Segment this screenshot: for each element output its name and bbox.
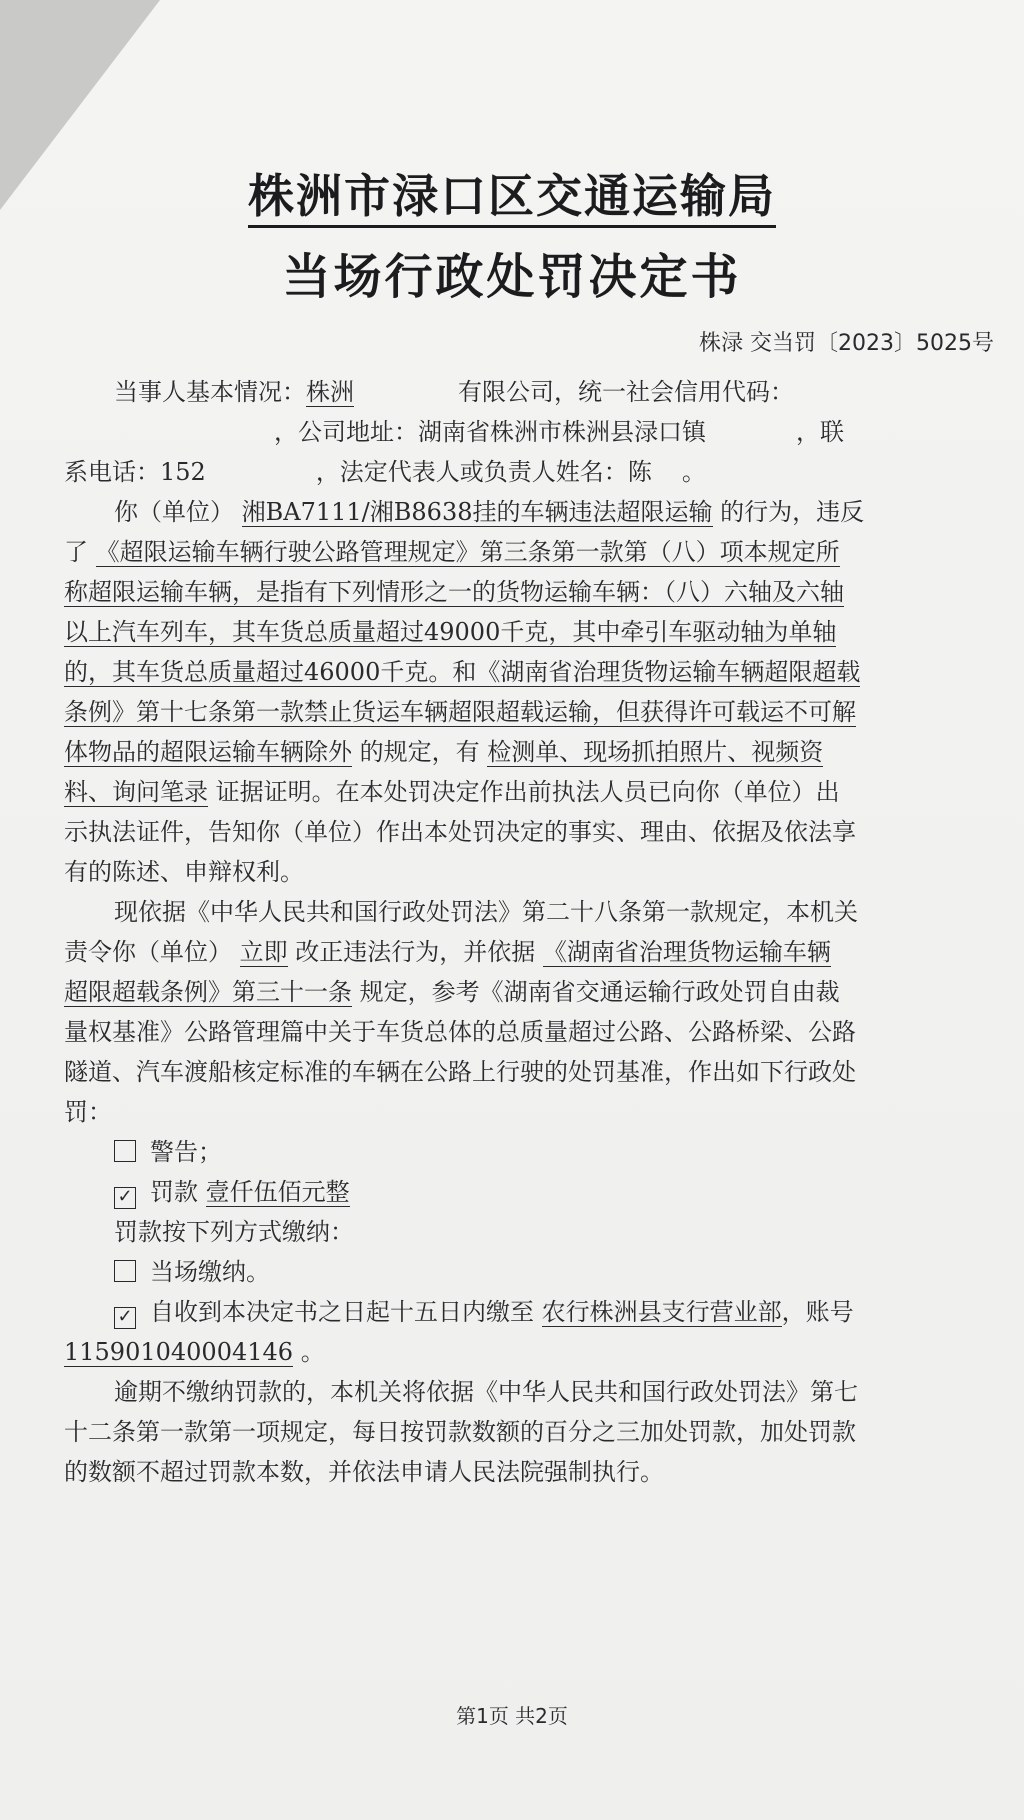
decision-line-2: 责令你（单位） 立即 改正违法行为，并依据 《湖南省治理货物运输车辆 — [64, 938, 831, 966]
violation-line-9: 示执法证件，告知你（单位）作出本处罚决定的事实、理由、依据及依法享 — [64, 818, 856, 846]
violation-line-4: 以上汽车列车，其车货总质量超过49000千克，其中牵引车驱动轴为单轴 — [64, 618, 837, 646]
decision-line-5: 隧道、汽车渡船核定标准的车辆在公路上行驶的处罚基准，作出如下行政处 — [64, 1058, 856, 1086]
decision-line-4: 量权基准》公路管理篇中关于车货总体的总质量超过公路、公路桥梁、公路 — [64, 1018, 856, 1046]
overdue-line-1: 逾期不缴纳罚款的，本机关将依据《中华人民共和国行政处罚法》第七 — [114, 1378, 858, 1406]
document-title: 当场行政处罚决定书 — [282, 249, 742, 305]
overdue-line-2: 十二条第一款第一项规定，每日按罚款数额的百分之三加处罚款，加处罚款 — [64, 1418, 856, 1446]
payment-onsite: 当场缴纳。 — [64, 1252, 994, 1292]
overdue-line-3: 的数额不超过罚款本数，并依法申请人民法院强制执行。 — [64, 1458, 664, 1486]
folded-corner — [0, 0, 160, 210]
document-number: 株渌 交当罚〔2023〕5025号 — [699, 331, 994, 356]
party-line-1: 当事人基本情况：株洲 有限公司，统一社会信用代码： — [114, 378, 794, 406]
payment-title: 罚款按下列方式缴纳： — [114, 1218, 354, 1246]
decision-line-6: 罚： — [64, 1098, 112, 1126]
party-line-3: 系电话：152 ，法定代表人或负责人姓名：陈 。 — [64, 458, 706, 486]
violation-line-2: 了 《超限运输车辆行驶公路管理规定》第三条第一款第（八）项本规定所 — [64, 538, 840, 566]
document-body — [64, 372, 994, 1492]
document-title-agency: 株洲市渌口区交通运输局 — [0, 160, 1024, 226]
penalty-warning: 警告； — [64, 1132, 994, 1172]
decision-line-3: 超限超载条例》第三十一条 规定，参考《湖南省交通运输行政处罚自由裁 — [64, 978, 840, 1006]
onsite-checkbox — [114, 1260, 136, 1282]
violation-line-8: 料、询问笔录 证据证明。在本处罚决定作出前执法人员已向你（单位）出 — [64, 778, 840, 806]
violation-line-5: 的，其车货总质量超过46000千克。和《湖南省治理货物运输车辆超限超载 — [64, 658, 861, 686]
page-number: 第1页 共2页 — [456, 1704, 568, 1728]
violation-line-1: 你（单位） 湘BA7111/湘B8638挂的车辆违法超限运输 的行为，违反 — [114, 498, 865, 526]
payment-account: 115901040004146 。 — [64, 1338, 325, 1366]
party-line-2: ，公司地址：湖南省株洲市株洲县渌口镇 ，联 — [274, 418, 844, 446]
fine-checkbox: ✓ — [114, 1187, 136, 1209]
violation-line-7: 体物品的超限运输车辆除外 的规定，有 检测单、现场抓拍照片、视频资 — [64, 738, 824, 766]
warning-checkbox — [114, 1140, 136, 1162]
violation-line-3: 称超限运输车辆，是指有下列情形之一的货物运输车辆：（八）六轴及六轴 — [64, 578, 844, 606]
violation-line-6: 条例》第十七条第一款禁止货运车辆超限超载运输，但获得许可载运不可解 — [64, 698, 856, 726]
bank-checkbox: ✓ — [114, 1307, 136, 1329]
decision-line-1: 现依据《中华人民共和国行政处罚法》第二十八条第一款规定，本机关 — [114, 898, 858, 926]
penalty-fine: ✓ 罚款 壹仟伍佰元整 — [64, 1172, 994, 1212]
violation-line-10: 有的陈述、申辩权利。 — [64, 858, 304, 886]
payment-bank: ✓ 自收到本决定书之日起十五日内缴至 农行株洲县支行营业部，账号 — [64, 1292, 994, 1332]
